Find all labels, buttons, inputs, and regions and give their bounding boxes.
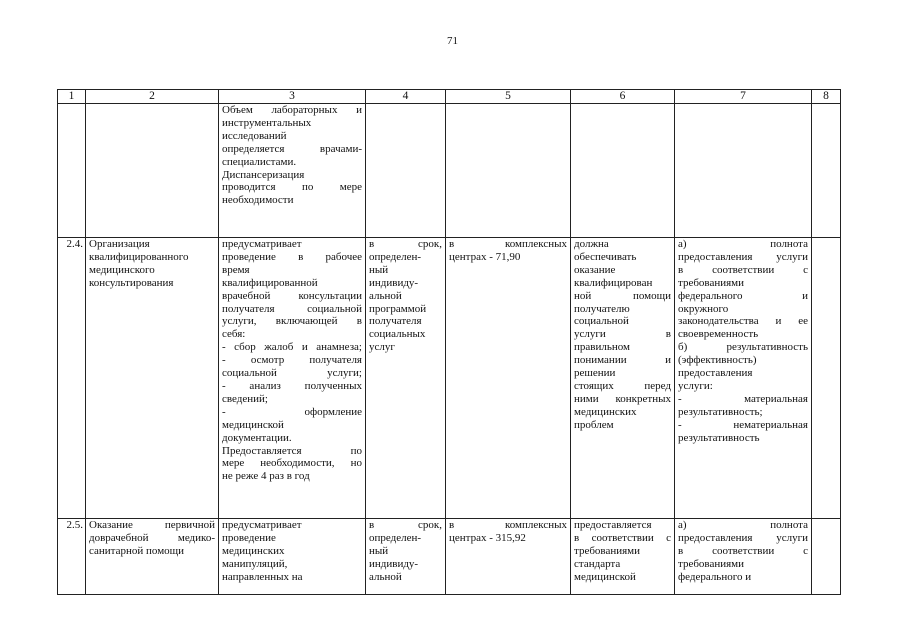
cell-line: социальных <box>369 328 426 341</box>
cell-line: социальной услуги; <box>222 367 362 380</box>
cell-line: - материальная <box>678 392 808 405</box>
cell-line: инструментальных <box>222 116 312 129</box>
cell-line: альной <box>369 570 402 583</box>
cell-line: сведений; <box>222 392 268 405</box>
cell-line: - оформление <box>222 405 362 418</box>
service-description-cell <box>219 104 366 238</box>
cell-line: получателя <box>369 315 422 328</box>
column-header: 5 <box>446 90 571 104</box>
cell-line: б) результативность <box>678 341 808 354</box>
cell-line: ный <box>369 544 389 557</box>
cell-line: доврачебной медико- <box>89 531 215 544</box>
cell-line: в комплексных <box>449 519 567 531</box>
quality-criteria-cell <box>675 519 812 595</box>
cell-line: требованиями <box>678 276 745 289</box>
service-name-cell <box>86 238 219 519</box>
cell-line: альной <box>369 289 402 302</box>
service-term-cell <box>366 238 446 519</box>
cell-line: стоящих перед <box>574 379 671 392</box>
note-cell <box>812 238 841 519</box>
cell-line: услуг <box>369 341 395 354</box>
cell-line: предусматривает <box>222 238 302 250</box>
cell-line: в срок, <box>369 519 442 531</box>
cell-line: квалифицирован <box>574 276 653 289</box>
cell-line: Организация <box>89 238 150 250</box>
cell-line: центрах - 71,90 <box>449 250 521 263</box>
cell-line: себя: <box>222 328 246 341</box>
cell-line: предоставления <box>678 367 753 380</box>
cell-line: квалифицированного <box>89 250 189 263</box>
cell-line: медицинских <box>222 544 285 557</box>
service-conditions-cell <box>571 238 675 519</box>
table-row <box>58 238 841 519</box>
cell-line: федерального и <box>678 570 752 583</box>
cell-line: в соответствии с <box>678 263 808 276</box>
service-price-cell <box>446 238 571 519</box>
cell-line: услуги: <box>678 379 713 392</box>
cell-line: центрах - 315,92 <box>449 531 526 544</box>
cell-line: в соответствии с <box>574 531 671 544</box>
cell-line: требованиями <box>574 544 641 557</box>
cell-line: не реже 4 раз в год <box>222 470 310 483</box>
service-name-cell <box>86 519 219 595</box>
service-conditions-cell <box>571 104 675 238</box>
cell-line: проблем <box>574 418 614 431</box>
cell-line: санитарной помощи <box>89 544 185 557</box>
cell-line: оказание <box>574 263 616 276</box>
cell-line: врачебной консультации <box>222 289 362 302</box>
cell-line: специалистами. <box>222 155 297 168</box>
cell-line: законодательства и ее <box>678 315 808 328</box>
service-term-cell <box>366 104 446 238</box>
cell-line: предоставляется <box>574 519 652 531</box>
quality-criteria-cell <box>675 238 812 519</box>
cell-line: индивиду- <box>369 276 419 289</box>
cell-line: медицинской <box>574 570 636 583</box>
cell-line: стандарта <box>574 557 621 570</box>
cell-line: Диспансеризация <box>222 168 305 181</box>
cell-line: в срок, <box>369 238 442 250</box>
cell-line: получателю <box>574 302 630 315</box>
service-price-cell <box>446 519 571 595</box>
column-header: 4 <box>366 90 446 104</box>
cell-line: - анализ полученных <box>222 379 362 392</box>
cell-line: а) полнота <box>678 519 808 531</box>
cell-line: результативность <box>678 431 760 444</box>
cell-line: консультирования <box>89 276 174 289</box>
cell-line: документации. <box>222 431 292 444</box>
cell-line: ной помощи <box>574 289 671 302</box>
cell-line: своевременность <box>678 328 759 341</box>
service-name-cell <box>86 104 219 238</box>
column-header: 1 <box>58 90 86 104</box>
cell-line: медицинской <box>222 418 284 431</box>
cell-line: квалифицированной <box>222 276 318 289</box>
cell-line: Объем лабораторных и <box>222 104 362 116</box>
cell-line: должна <box>574 238 609 250</box>
cell-line: время <box>222 263 250 276</box>
page-number: 71 <box>447 35 458 47</box>
column-header: 3 <box>219 90 366 104</box>
row-number-cell: 2.4. <box>58 238 86 519</box>
cell-line: исследований <box>222 129 287 142</box>
row-number-cell <box>58 104 86 238</box>
cell-line: проведение в рабочее <box>222 250 362 263</box>
cell-line: а) полнота <box>678 238 808 250</box>
column-header: 8 <box>812 90 841 104</box>
cell-line: предусматривает <box>222 519 302 531</box>
service-term-cell <box>366 519 446 595</box>
quality-criteria-cell <box>675 104 812 238</box>
cell-line: - сбор жалоб и анамнеза; <box>222 341 362 354</box>
cell-line: результативность; <box>678 405 763 418</box>
cell-line: - нематериальная <box>678 418 808 431</box>
cell-line: получателя социальной <box>222 302 362 315</box>
note-cell <box>812 104 841 238</box>
service-description-cell <box>219 238 366 519</box>
cell-line: предоставления услуги <box>678 250 808 263</box>
cell-line: федерального и <box>678 289 808 302</box>
cell-line: проводится по мере <box>222 181 362 194</box>
cell-line: индивиду- <box>369 557 419 570</box>
cell-line: ними конкретных <box>574 392 671 405</box>
cell-line: требованиями <box>678 557 745 570</box>
table-header-row <box>58 90 841 104</box>
cell-line: в соответствии с <box>678 544 808 557</box>
cell-line: социальной <box>574 315 629 328</box>
services-table <box>57 89 841 595</box>
cell-line: определяется врачами- <box>222 142 362 155</box>
cell-line: определен- <box>369 250 422 263</box>
column-header: 2 <box>86 90 219 104</box>
column-header: 6 <box>571 90 675 104</box>
cell-line: ный <box>369 263 389 276</box>
cell-line: необходимости <box>222 194 294 207</box>
cell-line: медицинского <box>89 263 155 276</box>
cell-line: направленных на <box>222 570 303 583</box>
cell-line: программой <box>369 302 427 315</box>
cell-line: понимании и <box>574 354 671 367</box>
cell-line: определен- <box>369 531 422 544</box>
cell-line: медицинских <box>574 405 637 418</box>
service-price-cell <box>446 104 571 238</box>
service-conditions-cell <box>571 519 675 595</box>
service-description-cell <box>219 519 366 595</box>
cell-line: (эффективность) <box>678 354 757 367</box>
cell-line: - осмотр получателя <box>222 354 362 367</box>
cell-line: в комплексных <box>449 238 567 250</box>
cell-line: манипуляций, <box>222 557 288 570</box>
cell-line: обеспечивать <box>574 250 637 263</box>
table-row <box>58 519 841 595</box>
cell-line: услуги в <box>574 328 671 341</box>
cell-line: решении <box>574 367 616 380</box>
cell-line: услуги, включающей в <box>222 315 362 328</box>
cell-line: окружного <box>678 302 729 315</box>
cell-line: правильном <box>574 341 630 354</box>
cell-line: Оказание первичной <box>89 519 215 531</box>
row-number-cell: 2.5. <box>58 519 86 595</box>
table-row <box>58 104 841 238</box>
cell-line: мере необходимости, но <box>222 457 362 470</box>
cell-line: проведение <box>222 531 276 544</box>
note-cell <box>812 519 841 595</box>
cell-line: Предоставляется по <box>222 444 362 457</box>
cell-line: предоставления услуги <box>678 531 808 544</box>
column-header: 7 <box>675 90 812 104</box>
